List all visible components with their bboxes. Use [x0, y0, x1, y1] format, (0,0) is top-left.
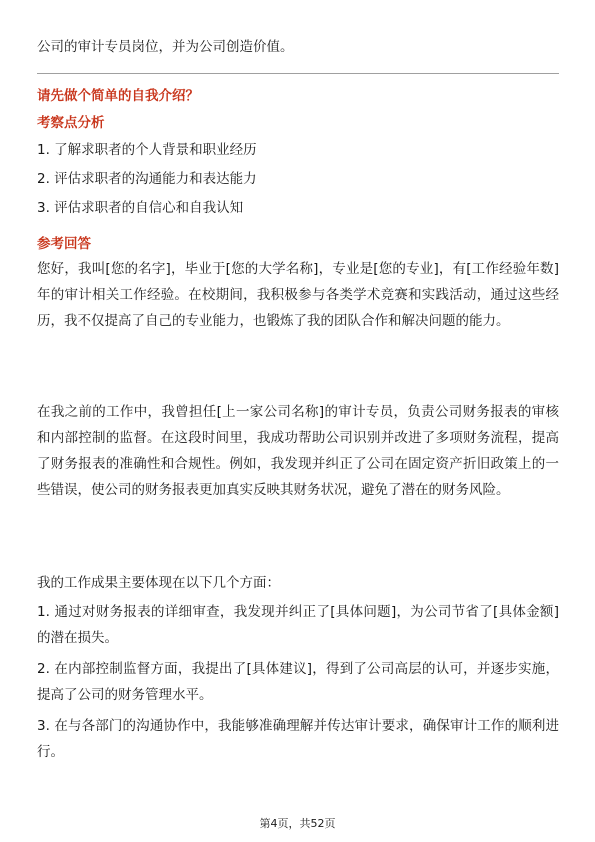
exam-point-item: 2. 评估求职者的沟通能力和表达能力 — [37, 171, 257, 187]
answer-paragraph: 我的工作成果主要体现在以下几个方面： — [37, 575, 280, 591]
answer-heading: 参考回答 — [37, 236, 91, 252]
answer-list-item: 3. 在与各部门的沟通协作中，我能够准确理解并传达审计要求，确保审计工作的顺利进行。 — [37, 718, 559, 760]
answer-list-item: 2. 在内部控制监督方面，我提出了[具体建议]，得到了公司高层的认可，并逐步实施，提高了公司的财务管理水平。 — [37, 661, 559, 703]
exam-point-item: 3. 评估求职者的自信心和自我认知 — [37, 200, 244, 216]
exam-points-heading: 考察点分析 — [37, 115, 105, 131]
intro-line: 公司的审计专员岗位，并为公司创造价值。 — [37, 39, 294, 55]
answer-paragraph: 您好，我叫[您的名字]，毕业于[您的大学名称]，专业是[您的专业]，有[工作经验年数]年的审计相关工作经验。在校期间，我积极参与各类学术竞赛和实践活动，通过这些经历，我不仅提高了自己的专业能力，也锻炼了我的团队合作和解决问题的能力。 — [37, 261, 559, 329]
question-title: 请先做个简单的自我介绍？ — [37, 88, 199, 104]
answer-list-item: 1. 通过对财务报表的详细审查，我发现并纠正了[具体问题]，为公司节省了[具体金额]的潜在损失。 — [37, 604, 559, 646]
section-divider — [37, 73, 559, 74]
exam-point-item: 1. 了解求职者的个人背景和职业经历 — [37, 142, 257, 158]
answer-paragraph: 在我之前的工作中，我曾担任[上一家公司名称]的审计专员，负责公司财务报表的审核和内部控制的监督。在这段时间里，我成功帮助公司识别并改进了多项财务流程，提高了财务报表的准确性和合规性。例如，我发现并纠正了公司在固定资产折旧政策上的一些错误，使公司的财务报表更加真实反映其财务状况，避免了潜在的财务风险。 — [37, 404, 559, 498]
page-number: 第4页，共52页 — [259, 817, 336, 830]
